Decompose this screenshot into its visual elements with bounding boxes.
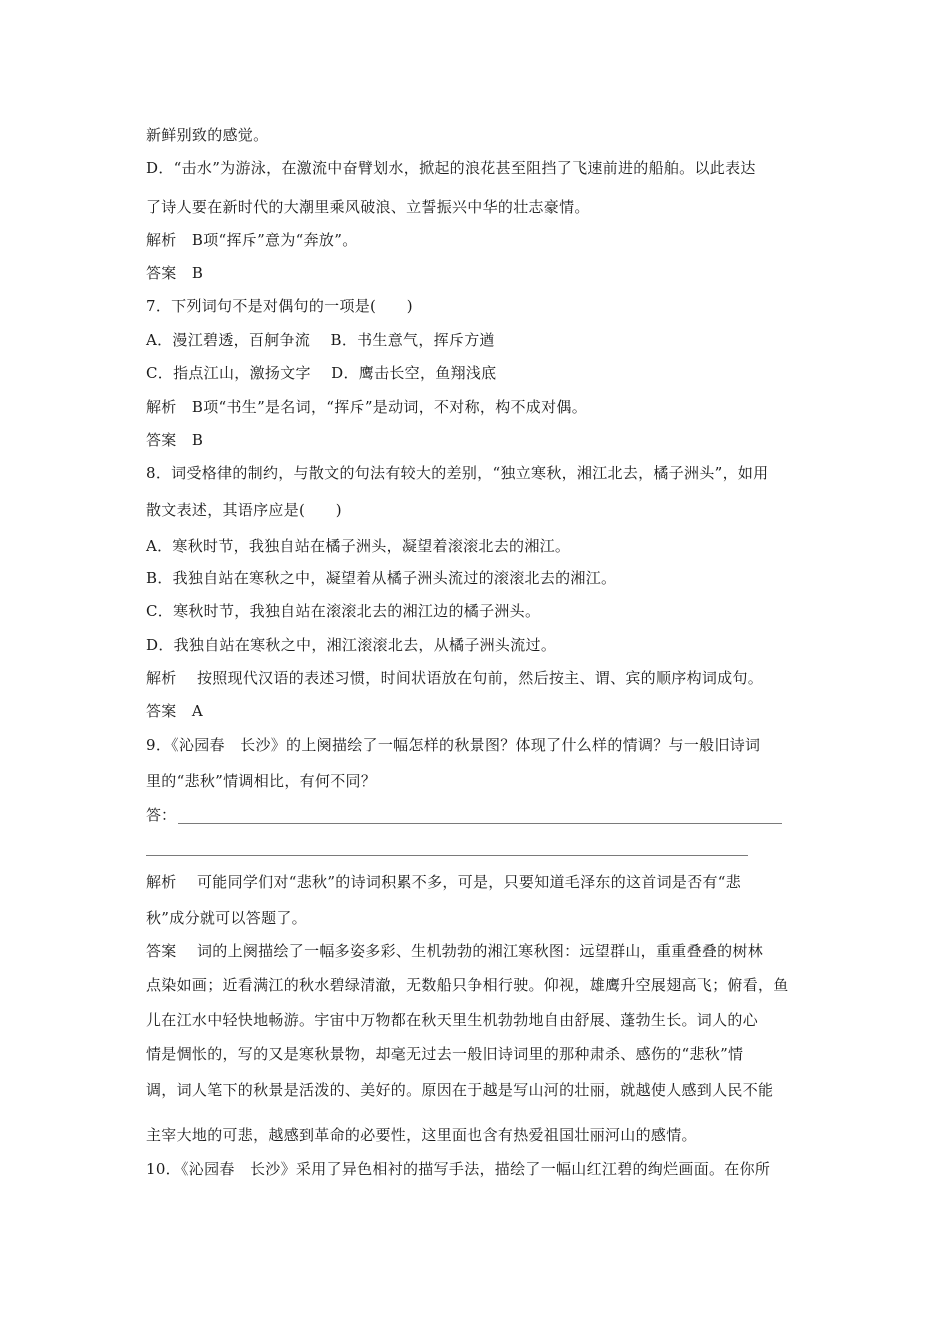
q9-analysis-line-1: 解析 可能同学们对“悲秋”的诗词积累不多，可是，只要知道毛泽东的这首词是否有“悲	[146, 873, 742, 891]
q8-option-d: D．我独自站在寒秋之中，湘江滚滚北去，从橘子洲头流过。	[146, 636, 557, 654]
q8-stem-line-2: 散文表述，其语序应是( )	[146, 501, 342, 519]
q8-analysis: 解析 按照现代汉语的表述习惯，时间状语放在句前，然后按主、谓、宾的顺序构词成句。	[146, 669, 764, 687]
q7-stem: 7．下列词句不是对偶句的一项是( )	[146, 297, 413, 315]
q6-analysis: 解析 B项“挥斥”意为“奔放”。	[146, 231, 358, 249]
text-line: 新鲜别致的感觉。	[146, 126, 269, 144]
q8-option-a: A．寒秋时节，我独自站在橘子洲头，凝望着滚滚北去的湘江。	[146, 537, 571, 555]
q9-answer-line-4: 情是惆怅的，写的又是寒秋景物，却毫无过去一般旧诗词里的那种肃杀、感伤的“悲秋”情	[146, 1045, 744, 1063]
q9-answer-line-3: 儿在江水中轻快地畅游。宇宙中万物都在秋天里生机勃勃地自由舒展、蓬勃生长。词人的心	[146, 1011, 759, 1029]
q9-answer-line-1: 答案 词的上阕描绘了一幅多姿多彩、生机勃勃的湘江寒秋图：远望群山，重重叠叠的树林	[146, 942, 764, 960]
q8-answer: 答案 A	[146, 702, 204, 720]
q7-analysis: 解析 B项“书生”是名词，“挥斥”是动词，不对称，构不成对偶。	[146, 398, 587, 416]
q6-answer: 答案 B	[146, 264, 204, 282]
q9-answer-line-5: 调，词人笔下的秋景是活泼的、美好的。原因在于越是写山河的壮丽，就越使人感到人民不能	[146, 1081, 774, 1099]
answer-label: 答：	[146, 806, 177, 824]
q8-stem-line-1: 8．词受格律的制约，与散文的句法有较大的差别，“独立寒秋，湘江北去，橘子洲头”，如用	[146, 464, 769, 482]
q9-answer-line-2: 点染如画；近看满江的秋水碧绿清澈，无数船只争相行驶。仰视，雄鹰升空展翅高飞；俯看，鱼	[146, 976, 789, 994]
q10-stem-line-1: 10．《沁园春 长沙》采用了异色相衬的描写手法，描绘了一幅山红江碧的绚烂画面。在你所	[146, 1160, 771, 1178]
q9-stem-line-2: 里的“悲秋”情调相比，有何不同？	[146, 772, 377, 790]
q7-answer: 答案 B	[146, 431, 204, 449]
option-d-line-1: D．“击水”为游泳，在激流中奋臂划水，掀起的浪花甚至阻挡了飞速前进的船舶。以此表达	[146, 159, 756, 177]
q9-stem-line-1: 9．《沁园春 长沙》的上阕描绘了一幅怎样的秋景图？体现了什么样的情调？与一般旧诗词	[146, 736, 761, 754]
q9-answer-line-6: 主宰大地的可悲，越感到革命的必要性，这里面也含有热爱祖国壮丽河山的感情。	[146, 1126, 697, 1144]
q8-option-b: B．我独自站在寒秋之中，凝望着从橘子洲头流过的滚滚北去的湘江。	[146, 569, 617, 587]
q9-analysis-line-2: 秋”成分就可以答题了。	[146, 909, 307, 927]
q7-options-ab: A．漫江碧透，百舸争流 B．书生意气，挥斥方遒	[146, 331, 495, 349]
answer-blank-line-2[interactable]	[146, 855, 748, 856]
q8-option-c: C．寒秋时节，我独自站在滚滚北去的湘江边的橘子洲头。	[146, 602, 541, 620]
q7-options-cd: C．指点江山，激扬文字 D．鹰击长空，鱼翔浅底	[146, 364, 497, 382]
answer-blank-line-1[interactable]	[178, 823, 782, 824]
option-d-line-2: 了诗人要在新时代的大潮里乘风破浪、立誓振兴中华的壮志豪情。	[146, 198, 590, 216]
